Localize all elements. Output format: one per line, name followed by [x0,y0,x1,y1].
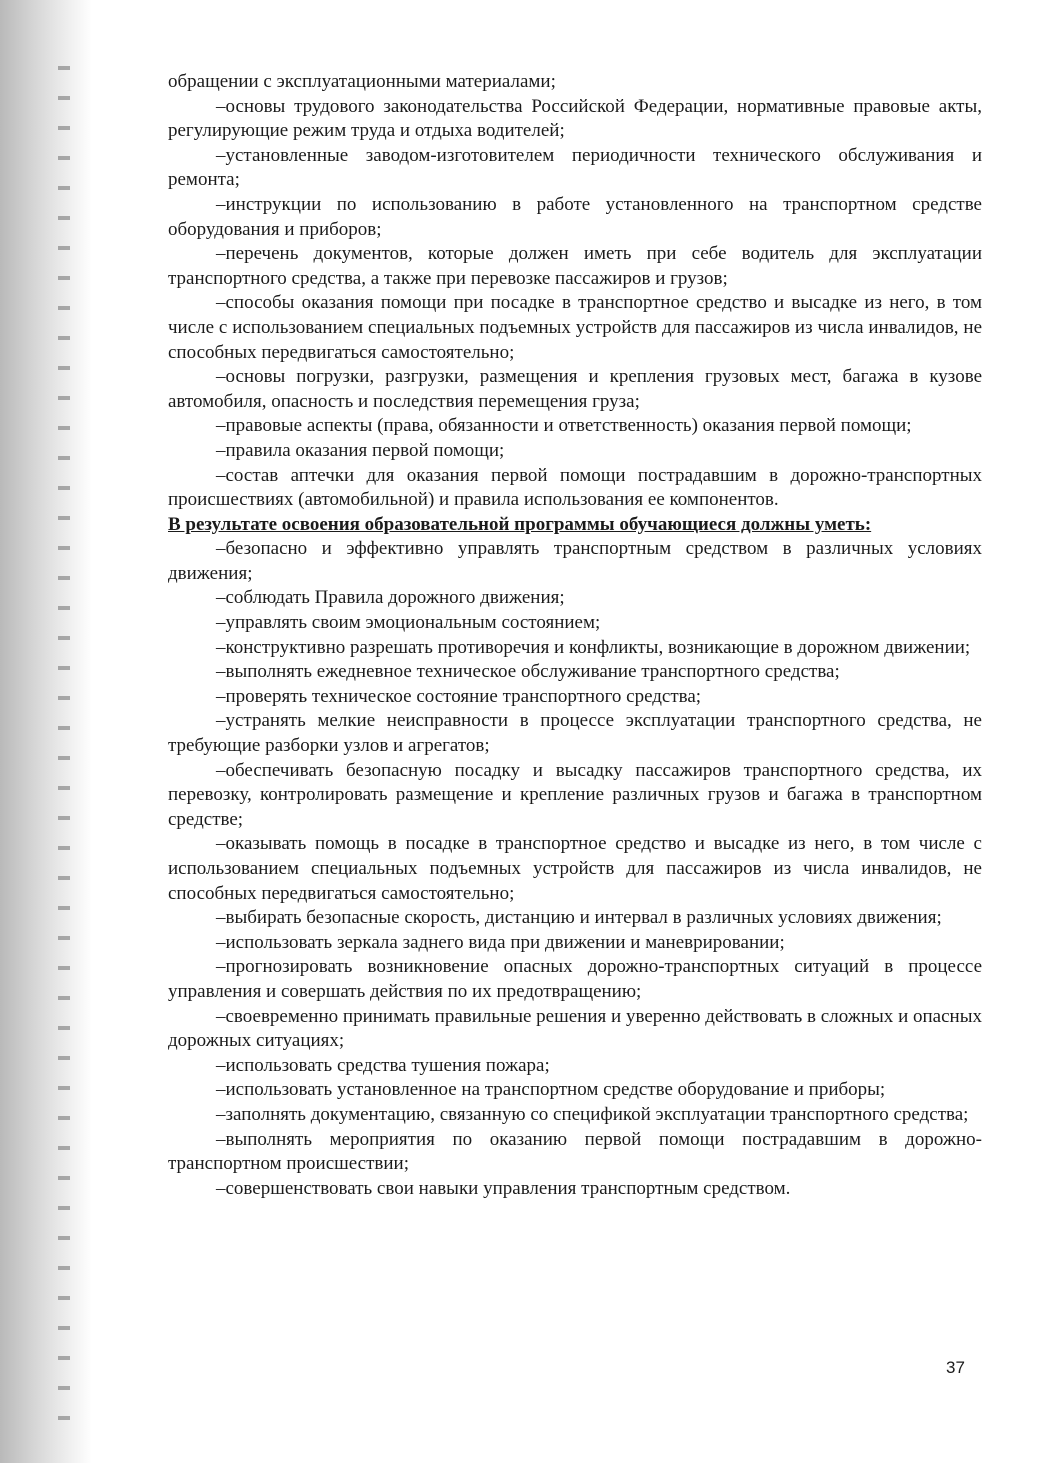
skill-item: –управлять своим эмоциональным состоянием; [216,612,601,634]
skill-item: –своевременно принимать правильные решения и уверенно действовать в сложных и опасных дорожных ситуациях; [168,1005,982,1052]
page-number: 37 [946,1358,965,1377]
skill-item: –прогнозировать возникновение опасных дорожно-транспортных ситуаций в процессе управления и совершать действия по их предотвращению; [168,956,982,1002]
knowledge-item: –основы погрузки, разгрузки, размещения и крепления грузовых мест, багажа в кузове автомобиля, опасность и последствия перемещения груза; [168,366,982,412]
knowledge-item: –перечень документов, которые должен иметь при себе водитель для эксплуатации транспортного средства, а также при перевозке пассажиров и грузов; [168,243,982,289]
skill-item: –использовать зеркала заднего вида при движении и маневрировании; [216,931,785,953]
skill-item: –проверять техническое состояние транспортного средства; [216,685,702,707]
skill-item: –оказывать помощь в посадке в транспортное средство и высадке из него, в том числе с использованием специальных подъемных устройств для пассажиров из числа инвалидов, не способных передвигаться самостоятельно; [168,833,982,904]
skill-item: –выполнять мероприятия по оказанию первой помощи пострадавшим в дорожно-транспортном происшествии; [168,1128,982,1175]
knowledge-item: –способы оказания помощи при посадке в транспортное средство и высадке из него, в том числе с использованием специальных подъемных устройств для пассажиров из числа инвалидов, не способных передвигаться самостоятельно; [168,292,982,363]
skill-item: –использовать установленное на транспортном средстве оборудование и приборы; [216,1079,886,1101]
skill-item: –выполнять ежедневное техническое обслуживание транспортного средства; [216,661,840,683]
knowledge-continuation: обращении с эксплуатационными материалами; [168,71,556,92]
knowledge-item: –правила оказания первой помощи; [216,439,505,461]
skills-heading: В результате освоения образовательной программы обучающиеся должны уметь: [168,513,872,535]
knowledge-item: –установленные заводом-изготовителем периодичности технического обслуживания и ремонта; [168,144,982,191]
page-content [168,70,982,1201]
skill-item: –выбирать безопасные скорость, дистанцию и интервал в различных условиях движения; [216,907,942,929]
knowledge-item: –основы трудового законодательства Российской Федерации, нормативные правовые акты, регулирующие режим труда и отдыха водителей; [168,95,982,142]
scan-binding-shadow [0,0,92,1463]
knowledge-item: –правовые аспекты (права, обязанности и ответственность) оказания первой помощи; [216,415,912,437]
skill-item: –обеспечивать безопасную посадку и высадку пассажиров транспортного средства, их перевозку, контролировать размещение и крепление различных грузов и багажа в транспортном средстве; [168,759,982,830]
skill-item: –использовать средства тушения пожара; [216,1054,550,1076]
skill-item: –устранять мелкие неисправности в процессе эксплуатации транспортного средства, не требующие разборки узлов и агрегатов; [168,710,982,757]
skill-item: –соблюдать Правила дорожного движения; [216,587,565,609]
scan-binding-marks [58,40,70,1440]
skill-item: –заполнять документацию, связанную со спецификой эксплуатации транспортного средства; [216,1103,969,1125]
knowledge-item: –инструкции по использованию в работе установленного на транспортном средстве оборудования и приборов; [168,193,982,240]
skill-item: –конструктивно разрешать противоречия и конфликты, возникающие в дорожном движении; [216,636,971,658]
knowledge-item: –состав аптечки для оказания первой помощи пострадавшим в дорожно-транспортных происшествиях (автомобильной) и правила использования ее компонентов. [168,464,982,511]
skill-item: –совершенствовать свои навыки управления транспортным средством. [216,1177,791,1199]
skill-item: –безопасно и эффективно управлять транспортным средством в различных условиях движения; [168,538,982,584]
